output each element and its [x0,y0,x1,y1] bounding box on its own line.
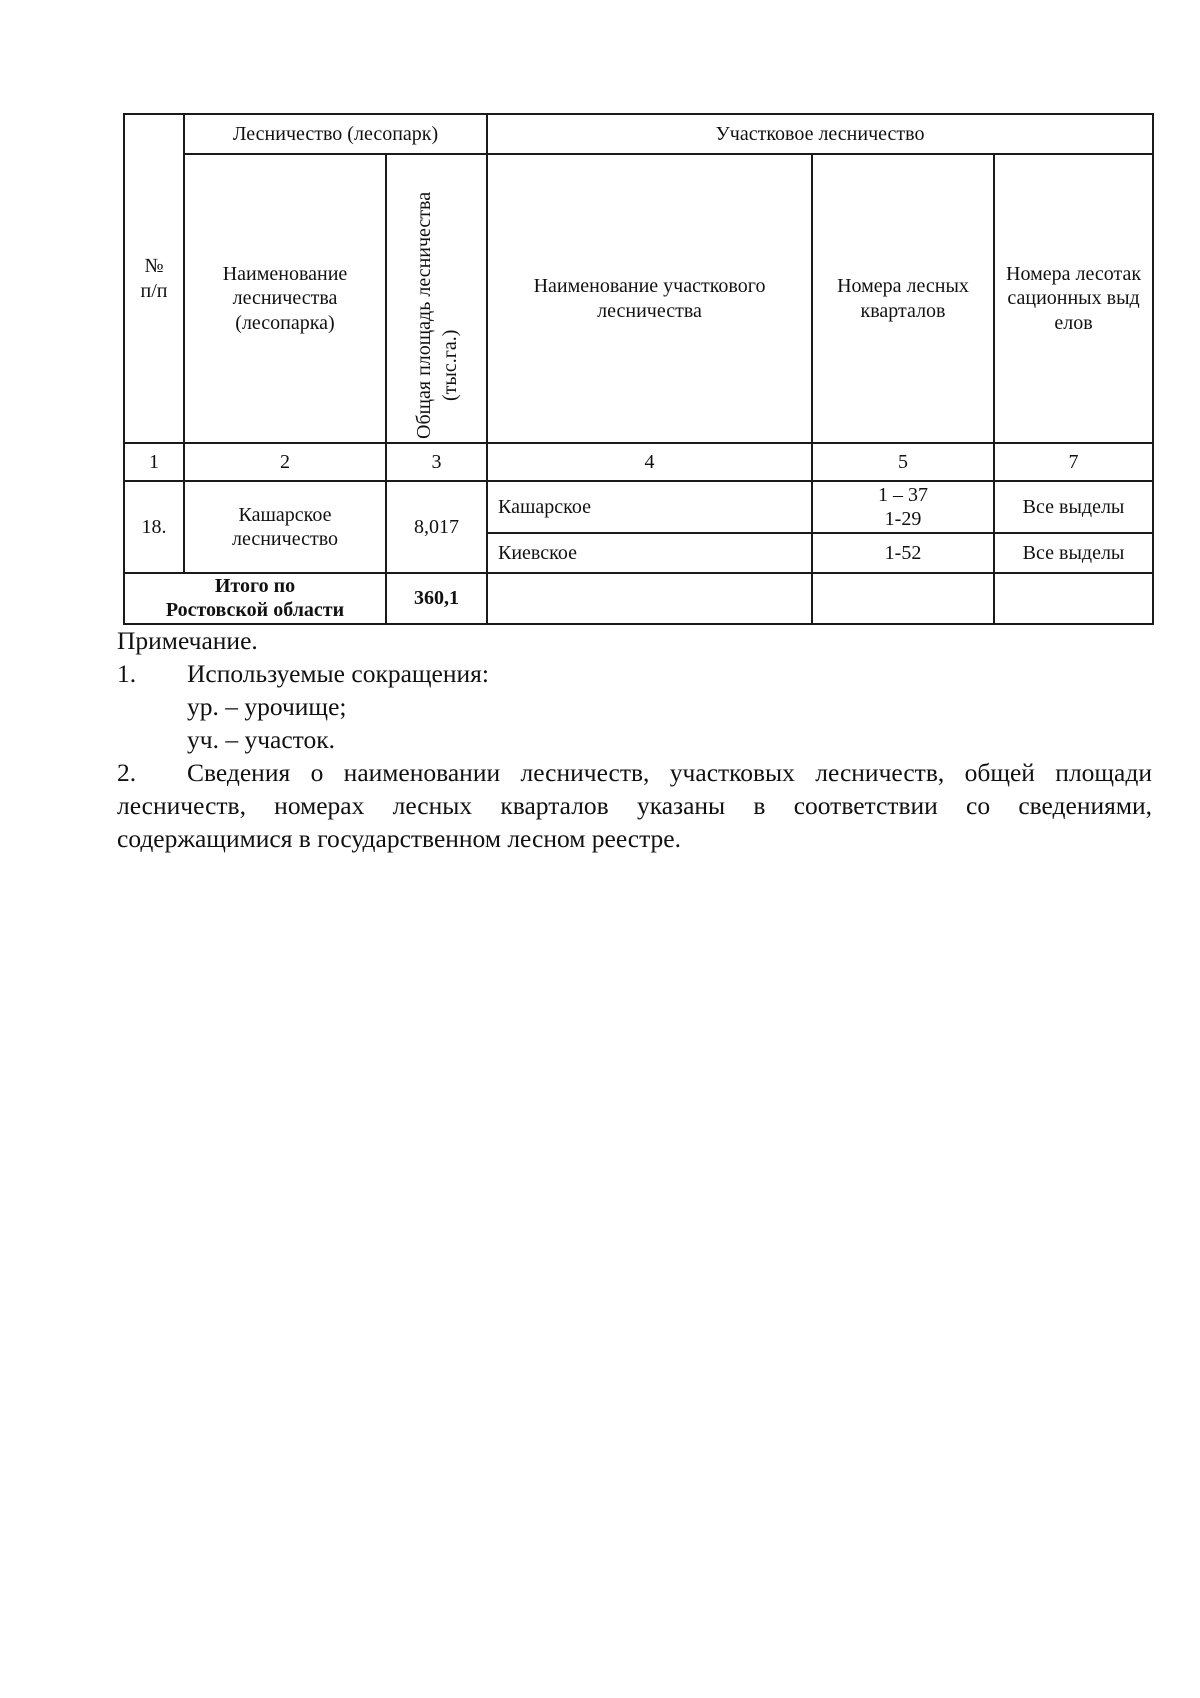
total-value: 360,1 [386,573,487,624]
col-number: 4 [487,443,812,481]
total-empty-cell [994,573,1153,624]
total-label-line: Ростовской области [165,599,345,622]
col-number: 5 [812,443,994,481]
note-item-1 [117,657,1152,690]
header-num: № п/п [124,114,184,443]
total-empty-cell [487,573,812,624]
row-uchastkovoe-name: Кашарское [487,481,812,533]
header-vydely: Номера лесотаксационных выделов [994,154,1153,443]
notes-section [117,624,1152,855]
col-number: 2 [184,443,386,481]
total-label [124,573,386,624]
note-item-2 [117,756,1152,855]
row-vydely: Все выделы [994,533,1153,573]
row-vydely: Все выделы [994,481,1153,533]
header-total-area [386,154,487,443]
row-num: 18. [124,481,184,573]
abbreviation-2: уч. – участок. [187,725,335,754]
header-area-line1: Общая площадь лесничества [412,191,435,439]
note-item-2-text: Сведения о наименовании лесничеств, участковых лесничеств, общей площади лесничеств, номерах лесных кварталов указаны в соответствии со сведениями, содержащимися в государственном лесном реестре. [117,758,1152,853]
row-area: 8,017 [386,481,487,573]
header-name-uchastkovoe: Наименование участкового лесничества [487,154,812,443]
row-kvartaly: 1-52 [812,533,994,573]
notes-title: Примечание. [117,626,258,655]
header-uchastkovoe-group: Участковое лесничество [487,114,1153,154]
header-name-lesnichestvo: Наименование лесничества (лесопарка) [184,154,386,443]
note-item-2-number: 2. [117,758,137,787]
total-label-line: Итого по [214,575,296,597]
header-lesnichestvo-group: Лесничество (лесопарк) [184,114,487,154]
row-uchastkovoe-name: Киевское [487,533,812,573]
col-number: 1 [124,443,184,481]
row-kvartaly [812,481,994,533]
col-number: 3 [386,443,487,481]
row-kvartaly-line: 1 – 37 [878,483,929,506]
col-number: 7 [994,443,1153,481]
note-item-1-text: Используемые сокращения: [187,659,489,688]
header-area-line2: (тыс.га.) [438,329,461,401]
total-empty-cell [812,573,994,624]
abbreviation-1: ур. – урочище; [187,692,347,721]
row-kvartaly-line: 1-29 [884,508,922,530]
row-lesnichestvo: Кашарское лесничество [184,481,386,573]
note-item-1-number: 1. [117,659,137,688]
forestry-table [123,113,1154,625]
header-kvartaly: Номера лесных кварталов [812,154,994,443]
